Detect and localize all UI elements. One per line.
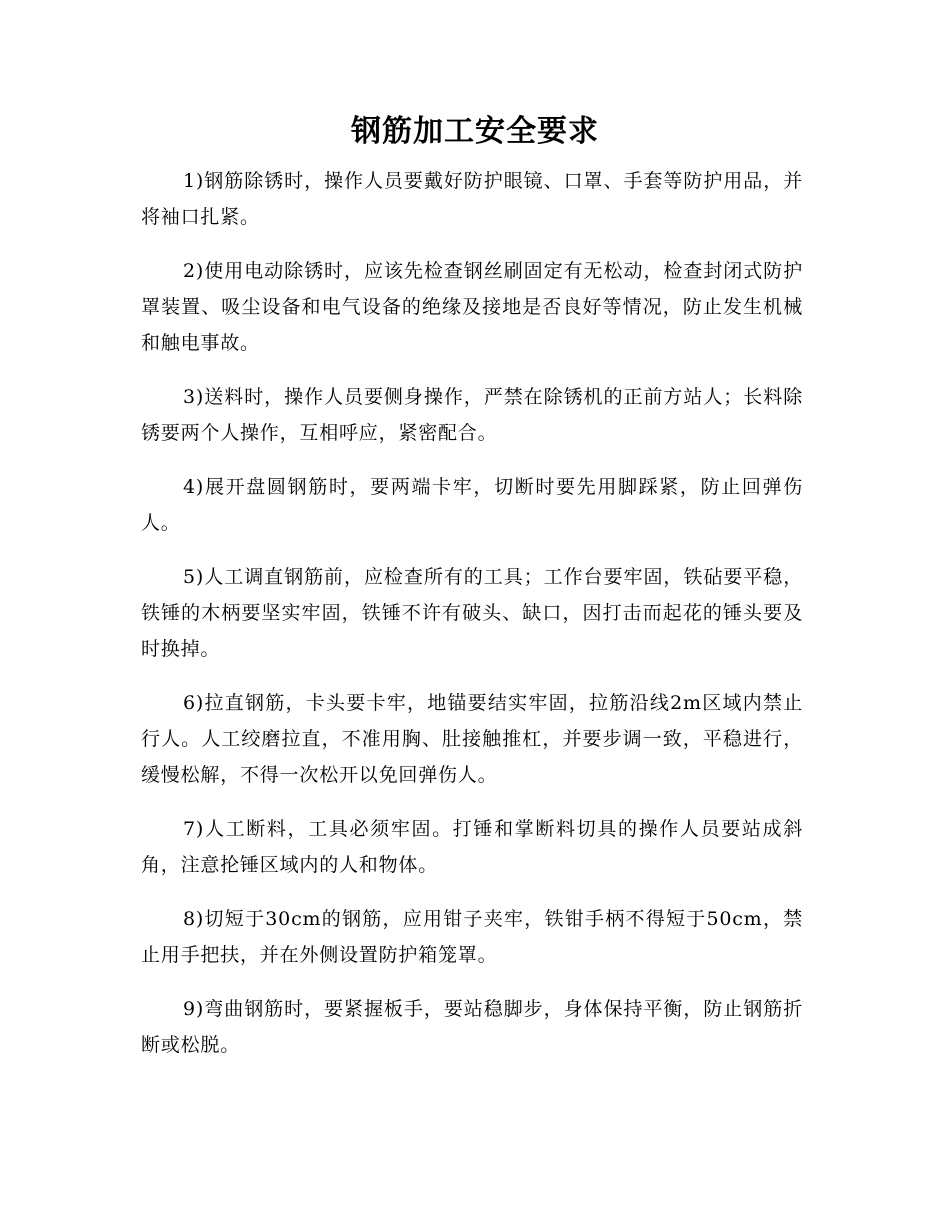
paragraph-8: 8)切短于30cm的钢筋，应用钳子夹牢，铁钳手柄不得短于50cm，禁止用手把扶，并在外侧设置防护箱笼罩。	[141, 908, 803, 966]
paragraph-1: 1)钢筋除锈时，操作人员要戴好防护眼镜、口罩、手套等防护用品，并将袖口扎紧。	[141, 170, 803, 228]
paragraph-2: 2)使用电动除锈时，应该先检查钢丝刷固定有无松动，检查封闭式防护罩装置、吸尘设备和电气设备的绝缘及接地是否良好等情况，防止发生机械和触电事故。	[141, 260, 803, 354]
document-body	[141, 163, 803, 1081]
paragraph-5: 5)人工调直钢筋前，应检查所有的工具；工作台要牢固，铁砧要平稳，铁锤的木柄要坚实牢固，铁锤不许有破头、缺口，因打击而起花的锤头要及时换掉。	[141, 566, 803, 660]
paragraph-9: 9)弯曲钢筋时，要紧握板手，要站稳脚步，身体保持平衡，防止钢筋折断或松脱。	[141, 998, 803, 1056]
paragraph-6: 6)拉直钢筋，卡头要卡牢，地锚要结实牢固，拉筋沿线2m区域内禁止行人。人工绞磨拉直，不准用胸、肚接触推杠，并要步调一致，平稳进行，缓慢松解，不得一次松开以免回弹伤人。	[141, 692, 803, 786]
paragraph-7: 7)人工断料，工具必须牢固。打锤和掌断料切具的操作人员要站成斜角，注意抡锤区域内的人和物体。	[141, 818, 803, 876]
paragraph-3: 3)送料时，操作人员要侧身操作，严禁在除锈机的正前方站人；长料除锈要两个人操作，互相呼应，紧密配合。	[141, 386, 803, 444]
document-title: 钢筋加工安全要求	[351, 114, 599, 149]
paragraph-4: 4)展开盘圆钢筋时，要两端卡牢，切断时要先用脚踩紧，防止回弹伤人。	[141, 476, 803, 534]
